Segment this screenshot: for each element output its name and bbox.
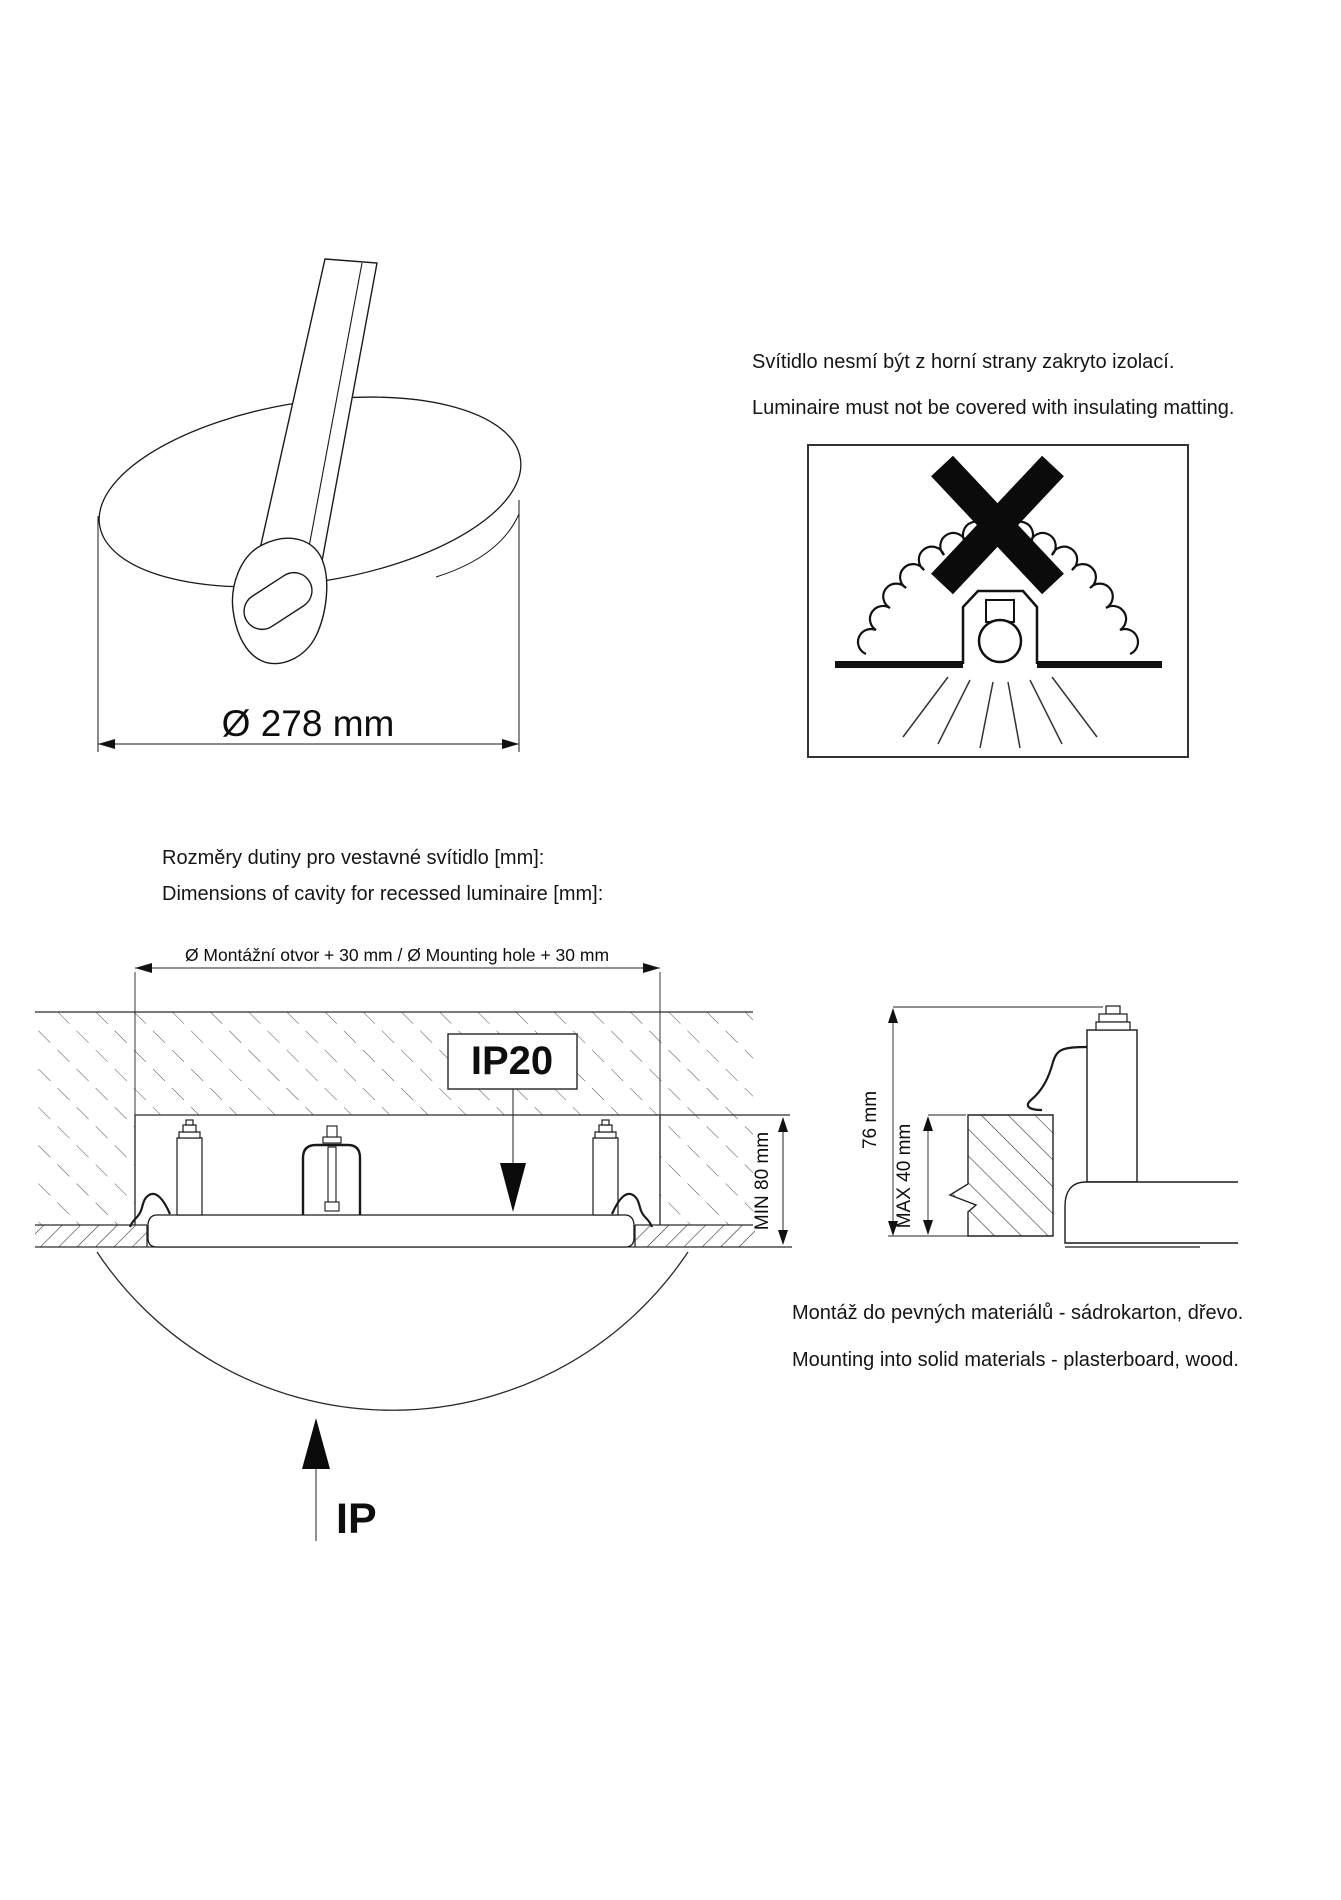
max-40-label: MAX 40 mm xyxy=(894,1123,915,1229)
center-bracket xyxy=(303,1126,360,1215)
mounting-post-right xyxy=(593,1120,618,1215)
cavity-heading-cz: Rozměry dutiny pro vestavné svítidlo [mm]: xyxy=(162,847,545,869)
side-board-hatch xyxy=(950,1115,1053,1236)
mounting-note-cz: Montáž do pevných materiálů - sádrokarton, dřevo. xyxy=(792,1302,1244,1324)
mounting-hole-label: Ø Montážní otvor + 30 mm / Ø Mounting hole + 30 mm xyxy=(184,945,610,965)
cavity-heading-en: Dimensions of cavity for recessed luminaire [mm]: xyxy=(162,883,604,905)
luminaire-inner-rim-arc xyxy=(436,514,519,577)
cross-section-drawing xyxy=(35,945,792,1543)
dim-arrow-right xyxy=(502,739,519,749)
ip20-badge xyxy=(448,1034,577,1089)
hatch-right-pillar xyxy=(660,1115,753,1225)
ip-arrow xyxy=(302,1418,377,1543)
side-spring-clip xyxy=(1028,1047,1087,1110)
min-depth-label: MIN 80 mm xyxy=(752,1131,773,1231)
ceiling-board-right xyxy=(635,1225,755,1247)
luminaire-flange xyxy=(148,1215,634,1247)
side-flange xyxy=(1065,1182,1238,1243)
diameter-label: Ø 278 mm xyxy=(221,703,395,744)
insulation-warning-text-cz: Svítidlo nesmí být z horní strany zakryto izolací. xyxy=(752,351,1175,373)
max-40-dimension xyxy=(894,1115,966,1235)
dim-arrow-left xyxy=(98,739,115,749)
product-top-view-drawing xyxy=(86,259,535,752)
mounting-bracket xyxy=(232,259,377,664)
insulation-warning-text-en: Luminaire must not be covered with insulating matting. xyxy=(752,397,1235,419)
hatch-top-band xyxy=(35,1012,753,1115)
ip-label: IP xyxy=(336,1495,377,1543)
ceiling-bar-right xyxy=(1037,661,1162,668)
dome-diffuser xyxy=(97,1252,688,1410)
hatch-left-pillar xyxy=(35,1115,135,1225)
no-insulation-pictogram xyxy=(808,445,1188,757)
height-76-label: 76 mm xyxy=(860,1090,881,1150)
side-detail-drawing xyxy=(860,1006,1238,1247)
lamp-icon xyxy=(963,591,1037,664)
ip20-label: IP20 xyxy=(470,1039,554,1083)
ceiling-board-left xyxy=(35,1225,147,1247)
ceiling-bar-left xyxy=(835,661,963,668)
mounting-post-left xyxy=(177,1120,202,1215)
mounting-note-en: Mounting into solid materials - plasterboard, wood. xyxy=(792,1349,1239,1371)
min-depth-dimension xyxy=(752,1117,788,1245)
side-post xyxy=(1087,1006,1137,1182)
